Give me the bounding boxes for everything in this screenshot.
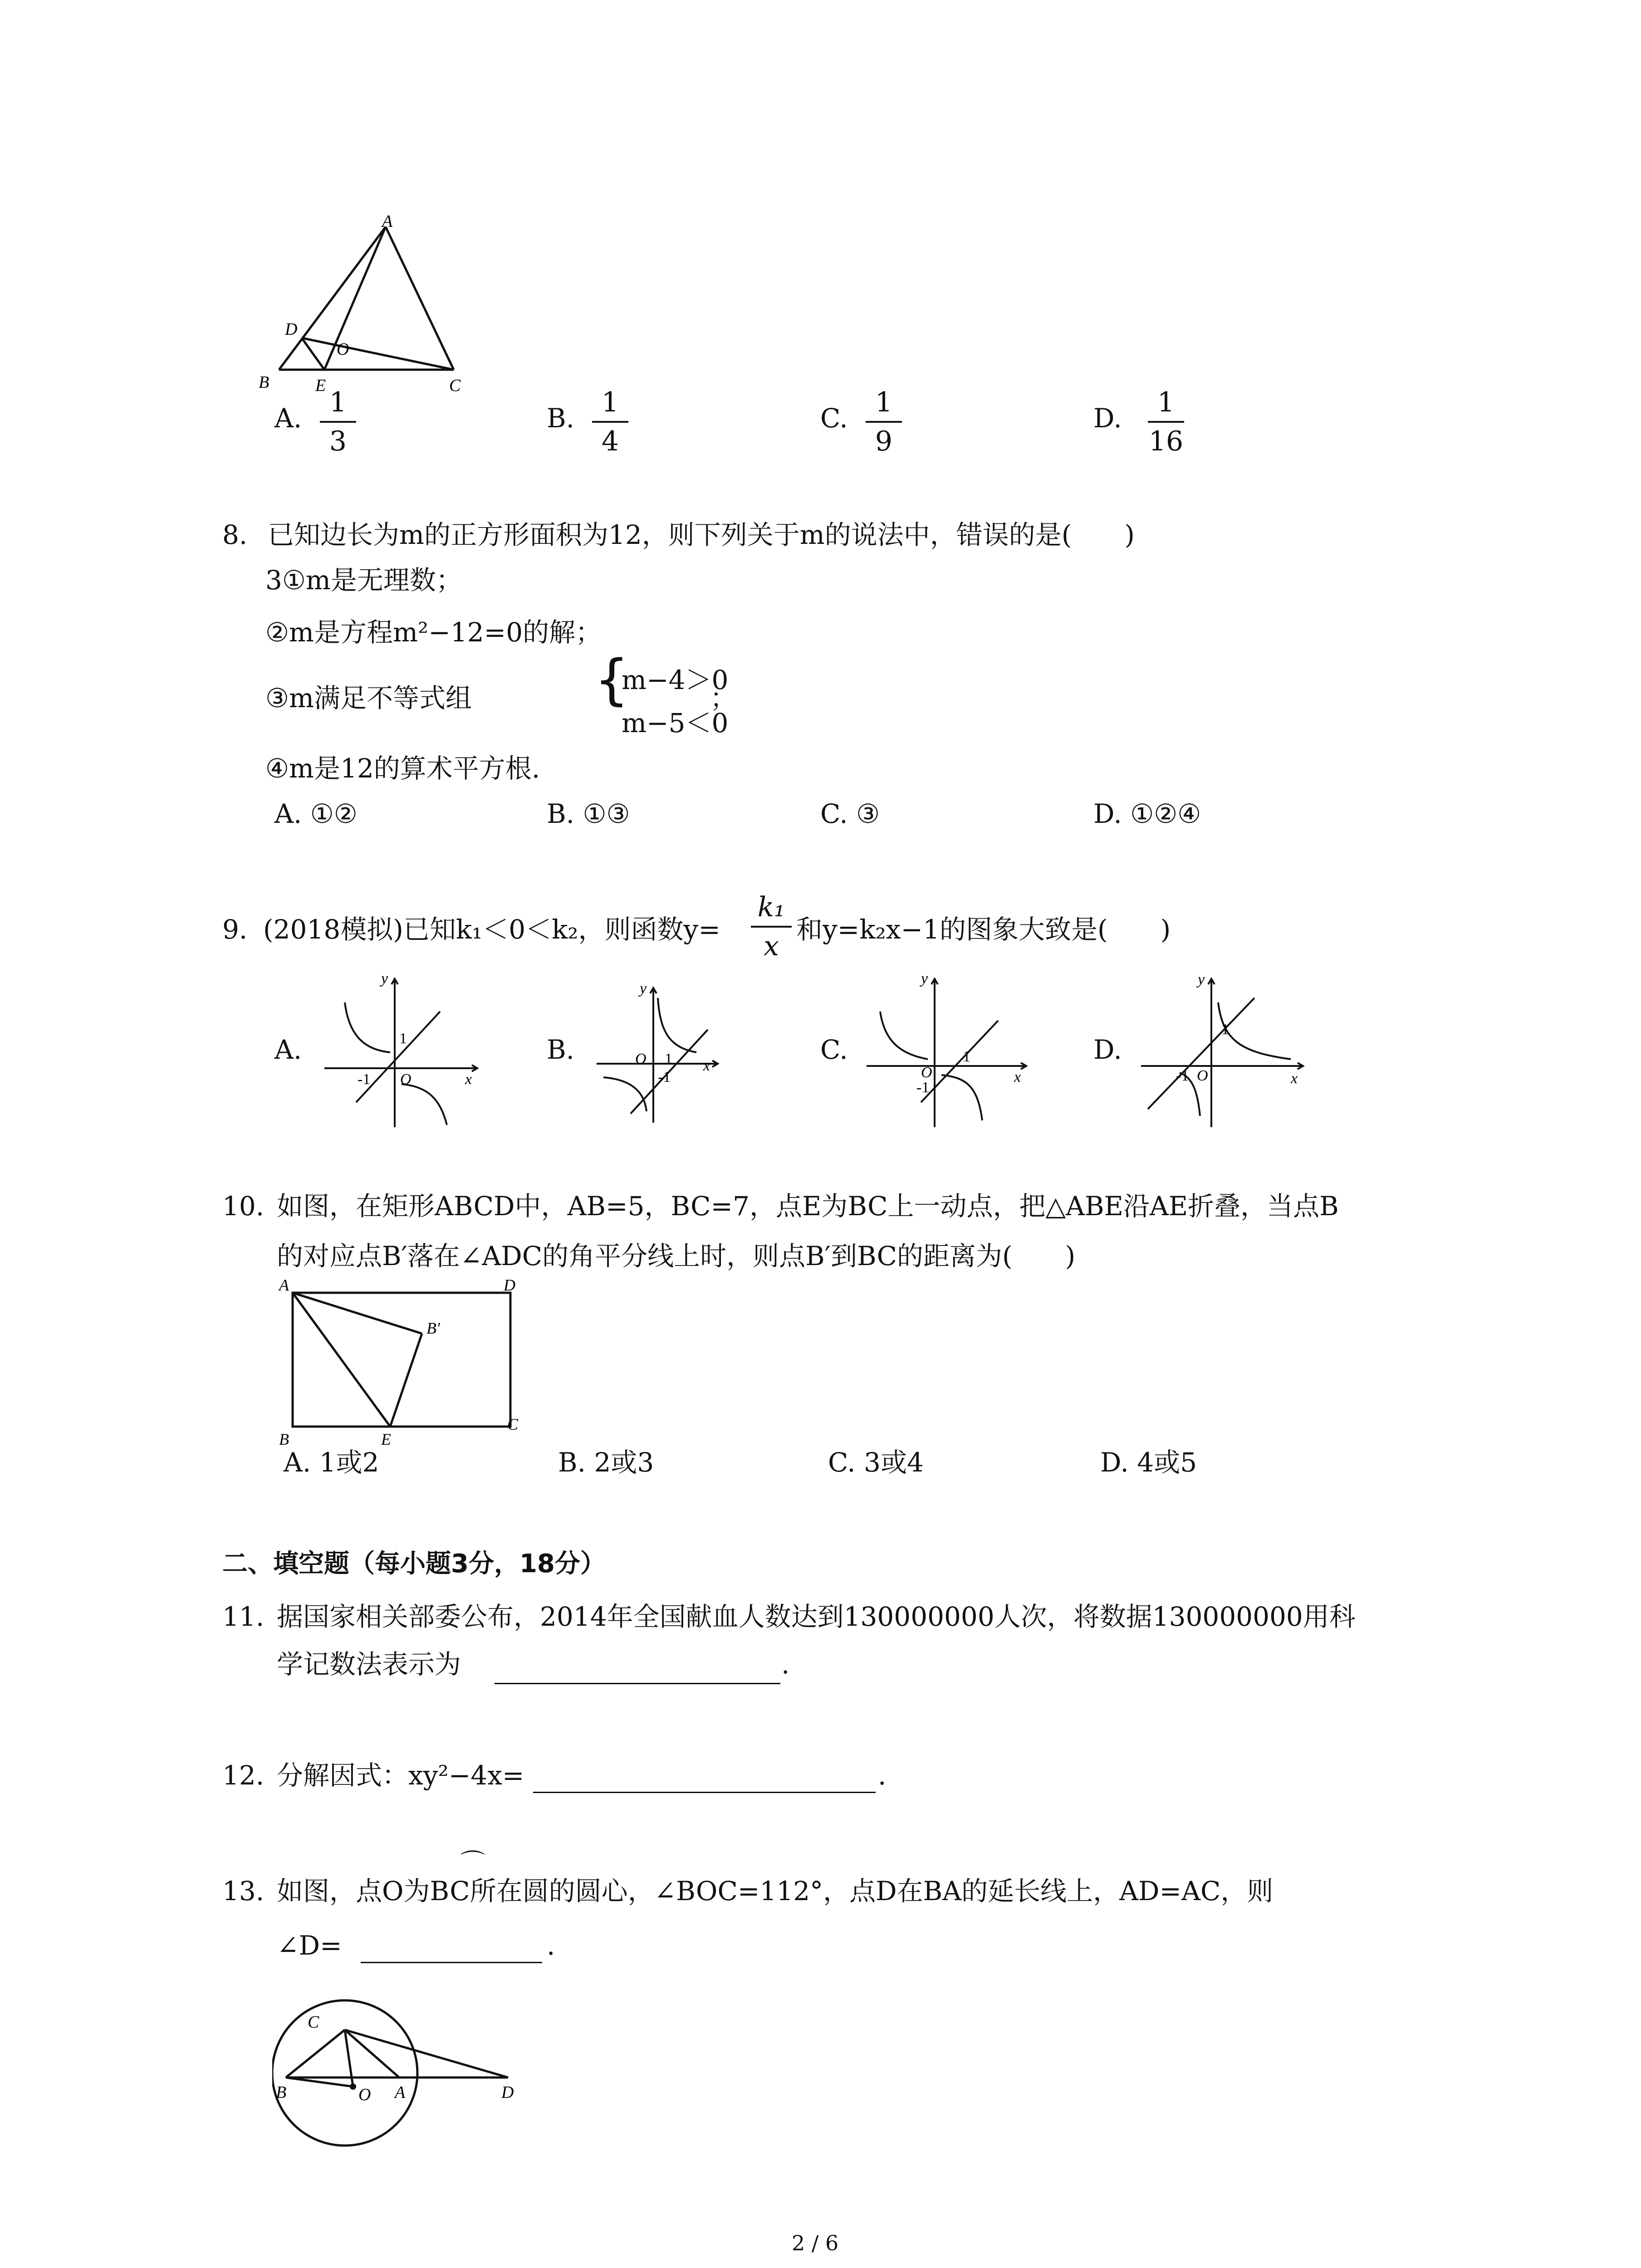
q11-line-1: 据国家相关部委公布，2014年全国献血人数达到130000000人次，将数据130000000用科 <box>277 1601 1356 1632</box>
q13-label-d: D <box>501 2083 514 2102</box>
q8-option-b[interactable]: B. ①③ <box>547 798 630 829</box>
q12-answer-blank[interactable] <box>533 1792 876 1793</box>
q9-option-d[interactable]: D. <box>1093 1034 1122 1065</box>
q9-frac-den: x <box>764 930 779 962</box>
q13-end: . <box>547 1930 555 1961</box>
page-number: 2 / 6 <box>792 2231 839 2255</box>
q9-c-y-label: y <box>921 971 928 987</box>
q9-option-a[interactable]: A. <box>274 1034 302 1065</box>
q8-option-d[interactable]: D. ①②④ <box>1093 798 1201 829</box>
q9-frac-num: k₁ <box>757 891 785 923</box>
q12-end: . <box>878 1760 887 1791</box>
q7-d-num: 1 <box>1157 386 1175 418</box>
q10-label-b: B <box>279 1430 289 1447</box>
q8-statement-3-prefix: ③m满足不等式组 <box>265 683 472 714</box>
q13-circle-figure <box>272 1960 526 2150</box>
q13-label-c: C <box>308 2013 319 2032</box>
q8-option-c[interactable]: C. ③ <box>820 798 880 829</box>
q13-label-a: A <box>395 2083 406 2102</box>
q10-label-b-prime: B′ <box>426 1319 440 1337</box>
q13-label-b: B <box>276 2083 287 2102</box>
q7-option-b-letter[interactable]: B. <box>547 403 575 434</box>
q7-label-c: C <box>449 376 461 395</box>
q11-answer-blank[interactable] <box>495 1683 780 1684</box>
q13-number: 13. <box>222 1876 265 1906</box>
q9-a-neg-one-label: -1 <box>358 1071 371 1088</box>
q11-end: . <box>781 1649 790 1680</box>
q9-stem-pre: (2018模拟)已知k₁＜0＜k₂，则函数y= <box>263 914 720 945</box>
q9-graph-a[interactable] <box>318 971 490 1134</box>
q12-text: 分解因式：xy²−4x= <box>277 1760 524 1791</box>
q9-d-y-label: y <box>1198 971 1205 988</box>
q8-number: 8. <box>222 519 248 550</box>
q7-b-den: 4 <box>601 425 619 457</box>
q12-number: 12. <box>222 1760 265 1791</box>
q8-statement-3-suffix: ； <box>710 683 737 714</box>
q7-label-a: A <box>382 213 393 231</box>
q7-label-e: E <box>315 376 326 395</box>
q9-d-x-label: x <box>1291 1070 1298 1087</box>
q8-statement-2: ②m是方程m²−12=0的解； <box>265 617 602 648</box>
q10-option-c[interactable]: C. 3或4 <box>828 1447 924 1478</box>
q7-a-den: 3 <box>329 425 347 457</box>
q7-option-c-fraction[interactable] <box>866 386 902 457</box>
q10-option-a[interactable]: A. 1或2 <box>284 1447 379 1478</box>
q9-c-neg-one-label: -1 <box>916 1079 930 1096</box>
q10-label-e: E <box>381 1430 391 1447</box>
q7-option-c-letter[interactable]: C. <box>820 403 848 434</box>
q9-c-x-label: x <box>1014 1069 1021 1085</box>
q7-option-d-letter[interactable]: D. <box>1093 403 1122 434</box>
q9-graph-b[interactable] <box>590 980 762 1129</box>
q7-triangle-figure <box>254 213 490 395</box>
q9-b-y-label: y <box>640 980 647 997</box>
q9-d-neg-one-label: -1 <box>1176 1067 1189 1084</box>
q7-option-d-fraction[interactable] <box>1148 386 1184 457</box>
q9-d-one-label: 1 <box>1221 1021 1229 1038</box>
q13-line-1: 如图，点O为BC所在圆的圆心，∠BOC=112°，点D在BA的延长线上，AD=AC，则 <box>277 1876 1274 1906</box>
q9-b-x-label: x <box>703 1057 710 1074</box>
q9-option-b[interactable]: B. <box>547 1034 575 1065</box>
q10-label-d: D <box>504 1276 515 1294</box>
q8-statement-1: 3①m是无理数； <box>265 565 462 596</box>
q9-a-x-label: x <box>465 1071 472 1088</box>
q8-option-a[interactable]: A. ①② <box>274 798 358 829</box>
q7-c-num: 1 <box>875 386 893 418</box>
q10-number: 10. <box>222 1191 265 1222</box>
q7-d-den: 16 <box>1148 425 1184 457</box>
q9-c-origin-label: O <box>921 1064 932 1081</box>
q11-number: 11. <box>222 1601 265 1632</box>
q8-statement-4: ④m是12的算术平方根. <box>265 753 540 784</box>
q7-a-num: 1 <box>329 386 347 418</box>
q11-line-2: 学记数法表示为 <box>277 1649 461 1680</box>
q9-b-origin-label: O <box>635 1051 647 1067</box>
q7-option-b-fraction[interactable] <box>592 386 628 457</box>
section-2-title: 二、填空题（每小题3分，18分） <box>222 1549 606 1579</box>
q8-brace-icon: { <box>594 649 629 712</box>
q9-d-origin-label: O <box>1197 1067 1208 1084</box>
q7-c-den: 9 <box>875 425 893 457</box>
q9-b-neg-one-label: -1 <box>658 1069 671 1085</box>
q9-number: 9. <box>222 914 248 945</box>
q10-rectangle-figure <box>268 1275 549 1447</box>
q8-inequality-2: m−5＜0 <box>622 708 729 738</box>
q10-option-d[interactable]: D. 4或5 <box>1100 1447 1197 1478</box>
q7-label-b: B <box>259 373 269 392</box>
q9-c-one-label: 1 <box>963 1048 970 1065</box>
q10-label-a: A <box>279 1276 289 1294</box>
q9-graph-c[interactable] <box>862 971 1034 1134</box>
q9-a-y-label: y <box>381 971 388 987</box>
q9-graph-d[interactable] <box>1134 971 1316 1134</box>
q9-a-one-label: 1 <box>399 1030 407 1047</box>
q7-option-a-letter[interactable]: A. <box>274 403 302 434</box>
q13-label-o: O <box>358 2085 371 2104</box>
q10-line-1: 如图，在矩形ABCD中，AB=5，BC=7，点E为BC上一动点，把△ABE沿AE折叠，当点B <box>277 1191 1339 1222</box>
q10-line-2: 的对应点B′落在∠ADC的角平分线上时，则点B′到BC的距离为( ) <box>277 1241 1076 1271</box>
q13-line-2: ∠D= <box>277 1930 342 1961</box>
q13-arc-mark: ⌒ <box>460 1848 485 1877</box>
q9-a-origin-label: O <box>400 1071 411 1088</box>
q7-b-num: 1 <box>601 386 619 418</box>
q7-label-d: D <box>285 320 298 339</box>
q8-stem: 已知边长为m的正方形面积为12，则下列关于m的说法中，错误的是( ) <box>268 519 1135 550</box>
q9-b-one-label: 1 <box>665 1051 672 1067</box>
q10-label-c: C <box>507 1415 519 1433</box>
q7-option-a-fraction[interactable] <box>320 386 356 457</box>
q7-label-o: O <box>337 340 349 359</box>
q9-fraction <box>751 891 792 962</box>
q10-option-b[interactable]: B. 2或3 <box>558 1447 654 1478</box>
q8-inequality-1: m−4＞0 <box>622 665 729 695</box>
q9-stem-post: 和y=k₂x−1的图象大致是( ) <box>796 914 1171 945</box>
q9-option-c[interactable]: C. <box>820 1034 848 1065</box>
